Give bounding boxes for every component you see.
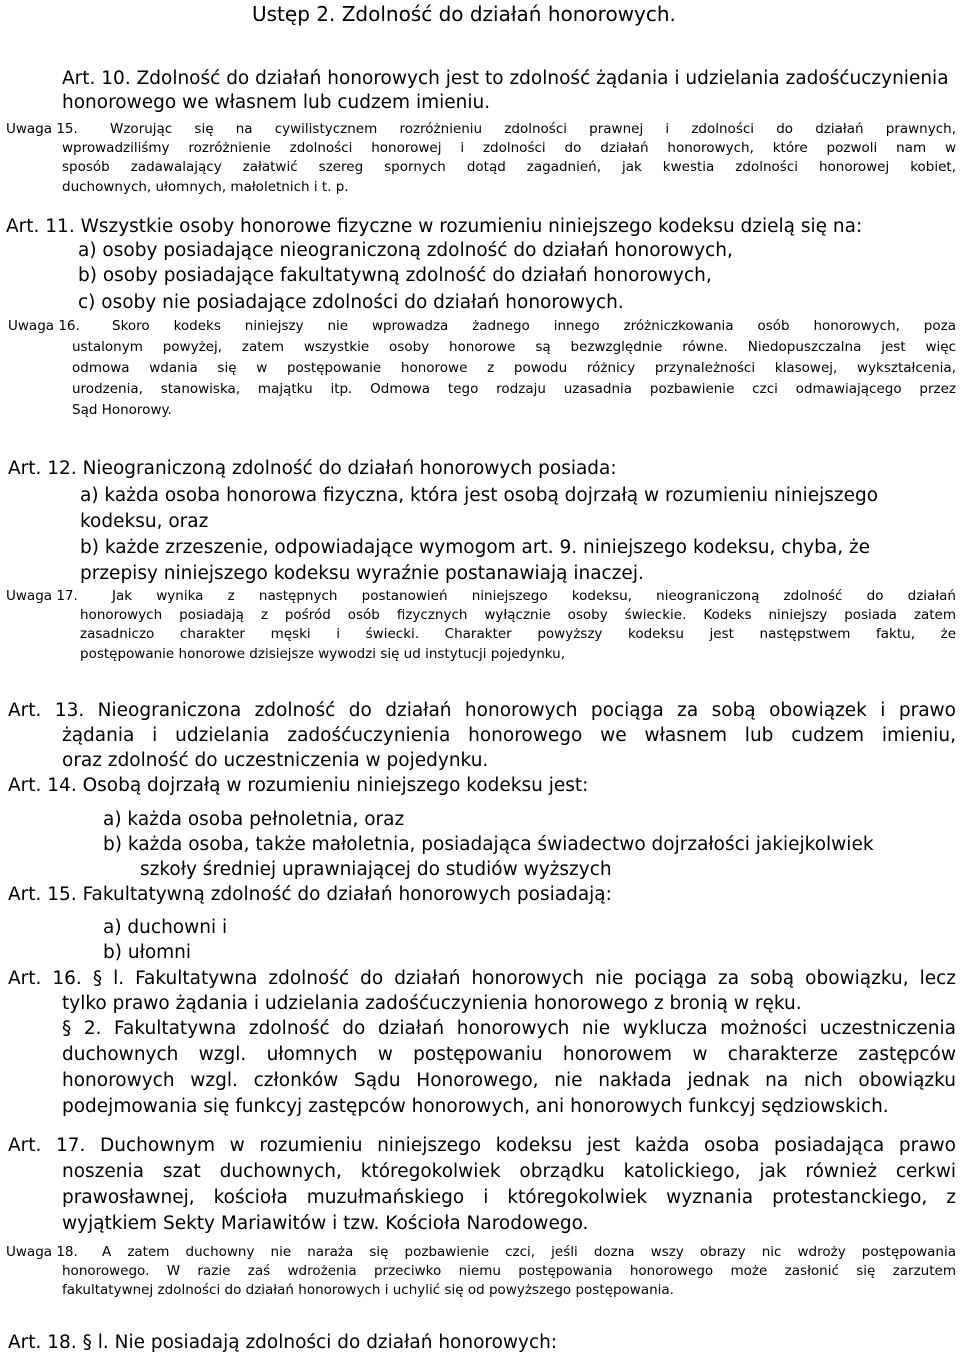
art-10-line-2: honorowego we własnem lub cudzem imieniu. [62,92,491,113]
art-15-line-1: Art. 15. Fakultatywną zdolność do działań honorowych posiadają: [8,884,612,905]
art-16-line-6: podejmowania się funkcyj zastępców honorowych, ani honorowych funkcyj sędziowskich. [62,1096,889,1117]
uwaga-17-line-3: zasadniczo charakter męski i świecki. Charakter powyższy kodeksu jest następstwem faktu, że [80,626,956,642]
uwaga-17-label: Uwaga 17. [6,588,78,604]
art-17-line-2: noszenia szat duchownych, któregokolwiek obrządku katolickiego, jak również cerkwi [62,1161,956,1182]
section-title: Ustęp 2. Zdolność do działań honorowych. [252,2,676,26]
art-13-line-2: żądania i udzielania zadośćuczynienia honorowego we własnem lub cudzem imieniu, [62,725,956,746]
uwaga-16-label: Uwaga 16. [8,318,80,334]
art-16-line-2: tylko prawo żądania i udzielania zadośćuczynienia honorowego z bronią w ręku. [62,993,802,1014]
art-17-line-4: wyjątkiem Sekty Mariawitów i tzw. Kościoła Narodowego. [62,1213,589,1234]
art-11-item-a: a) osoby posiadające nieograniczoną zdolność do działań honorowych, [78,240,733,261]
art-17-line-3: prawosławnej, kościoła muzułmańskiego i któregokolwiek wyznania protestanckiego, z [62,1187,956,1208]
uwaga-16-line-4: urodzenia, stanowiska, majątku itp. Odmowa tego rodzaju uzasadnia pozbawienie czci odmawiającego przez [72,381,956,397]
art-11-item-c: c) osoby nie posiadające zdolności do działań honorowych. [78,292,624,313]
art-11-line-1: Art. 11. Wszystkie osoby honorowe fizyczne w rozumieniu niniejszego kodeksu dzielą się na: [6,216,863,237]
art-14-item-b-2: szkoły średniej uprawniającej do studiów wyższych [140,859,612,880]
art-13-line-3: oraz zdolność do uczestniczenia w pojedynku. [62,750,489,771]
art-15-item-b: b) ułomni [103,942,192,963]
art-18-line-1: Art. 18. § l. Nie posiadają zdolności do działań honorowych: [8,1332,558,1353]
uwaga-18-line-1: A zatem duchowny nie naraża się pozbawienie czci, jeśli dozna wszy obrazy nic wdroży postępowania [102,1244,956,1260]
art-15-item-a: a) duchowni i [103,917,228,938]
art-12-line-1: Art. 12. Nieograniczoną zdolność do działań honorowych posiada: [8,458,617,479]
uwaga-16-line-1: Skoro kodeks niniejszy nie wprowadza żadnego innego zróżniczkowania osób honorowych, poza [112,318,956,334]
art-13-line-1: Art. 13. Nieograniczona zdolność do działań honorowych pociąga za sobą obowiązek i prawo [8,700,956,721]
uwaga-15-line-2: wprowadziliśmy rozróżnienie zdolności honorowej i zdolności do działań honorowych, które pozwoli nam w [62,140,956,156]
uwaga-18-line-2: honorowego. W razie zaś wdrożenia przeciwko niemu postępowania honorowego może zasłonić się zarzutem [62,1263,956,1279]
art-17-line-1: Art. 17. Duchownym w rozumieniu niniejszego kodeksu jest każda osoba posiadająca prawo [8,1135,956,1156]
uwaga-16-line-3: odmowa wdania się w postępowanie honorowe z powodu różnicy przynależności klasowej, wykształcenia, [72,360,956,376]
uwaga-15-label: Uwaga 15. [6,121,78,137]
art-16-line-3: § 2. Fakultatywna zdolność do działań honorowych nie wyklucza możności uczestniczenia [62,1018,956,1039]
art-11-item-b: b) osoby posiadające fakultatywną zdolność do działań honorowych, [78,265,712,286]
uwaga-18-line-3: fakultatywnej zdolności do działań honorowych i uchylić się od powyższego postępowania. [62,1282,674,1298]
art-16-line-1: Art. 16. § l. Fakultatywna zdolność do działań honorowych nie pociąga za sobą obowiązku, lecz [8,968,956,989]
art-14-item-a: a) każda osoba pełnoletnia, oraz [103,809,405,830]
uwaga-15-line-3: sposób zadawalający załatwić szereg spornych dotąd zagadnień, jak kwestia zdolności honorowej kobiet, [62,159,956,175]
uwaga-17-line-4: postępowanie honorowe dzisiejsze wywodzi się ud instytucji pojedynku, [80,646,566,662]
art-16-line-5: honorowych wzgl. członków Sądu Honorowego, nie nakłada jednak na nich obowiązku [62,1070,956,1091]
uwaga-17-line-2: honorowych posiadają z pośród osób fizycznych wyłącznie osoby świeckie. Kodeks niniejszy posiada zatem [80,607,956,623]
art-12-item-b-1: b) każde zrzeszenie, odpowiadające wymogom art. 9. niniejszego kodeksu, chyba, że [80,537,871,558]
uwaga-15-line-4: duchownych, ułomnych, małoletnich i t. p. [62,179,349,195]
uwaga-18-label: Uwaga 18. [6,1244,78,1260]
art-10-line-1: Art. 10. Zdolność do działań honorowych jest to zdolność żądania i udzielania zadośćuczynienia [62,68,949,89]
art-12-item-a-1: a) każda osoba honorowa fizyczna, która jest osobą dojrzałą w rozumieniu niniejszego [80,485,879,506]
art-14-line-1: Art. 14. Osobą dojrzałą w rozumieniu niniejszego kodeksu jest: [8,775,589,796]
art-12-item-a-2: kodeksu, oraz [80,511,209,532]
art-14-item-b-1: b) każda osoba, także małoletnia, posiadająca świadectwo dojrzałości jakiejkolwiek [103,834,874,855]
art-12-item-b-2: przepisy niniejszego kodeksu wyraźnie postanawiają inaczej. [80,563,644,584]
uwaga-16-line-2: ustalonym powyżej, zatem wszystkie osoby honorowe są bezwzględnie równe. Niedopuszczalna jest więc [72,339,956,355]
uwaga-15-line-1: Wzorując się na cywilistycznem rozróżnieniu zdolności prawnej i zdolności do działań prawnych, [110,121,956,137]
uwaga-17-line-1: Jak wynika z następnych postanowień niniejszego kodeksu, nieograniczoną zdolność do działań [112,588,956,604]
art-16-line-4: duchownych wzgl. ułomnych w postępowaniu honorowem w charakterze zastępców [62,1044,956,1065]
uwaga-16-line-5: Sąd Honorowy. [72,402,172,418]
